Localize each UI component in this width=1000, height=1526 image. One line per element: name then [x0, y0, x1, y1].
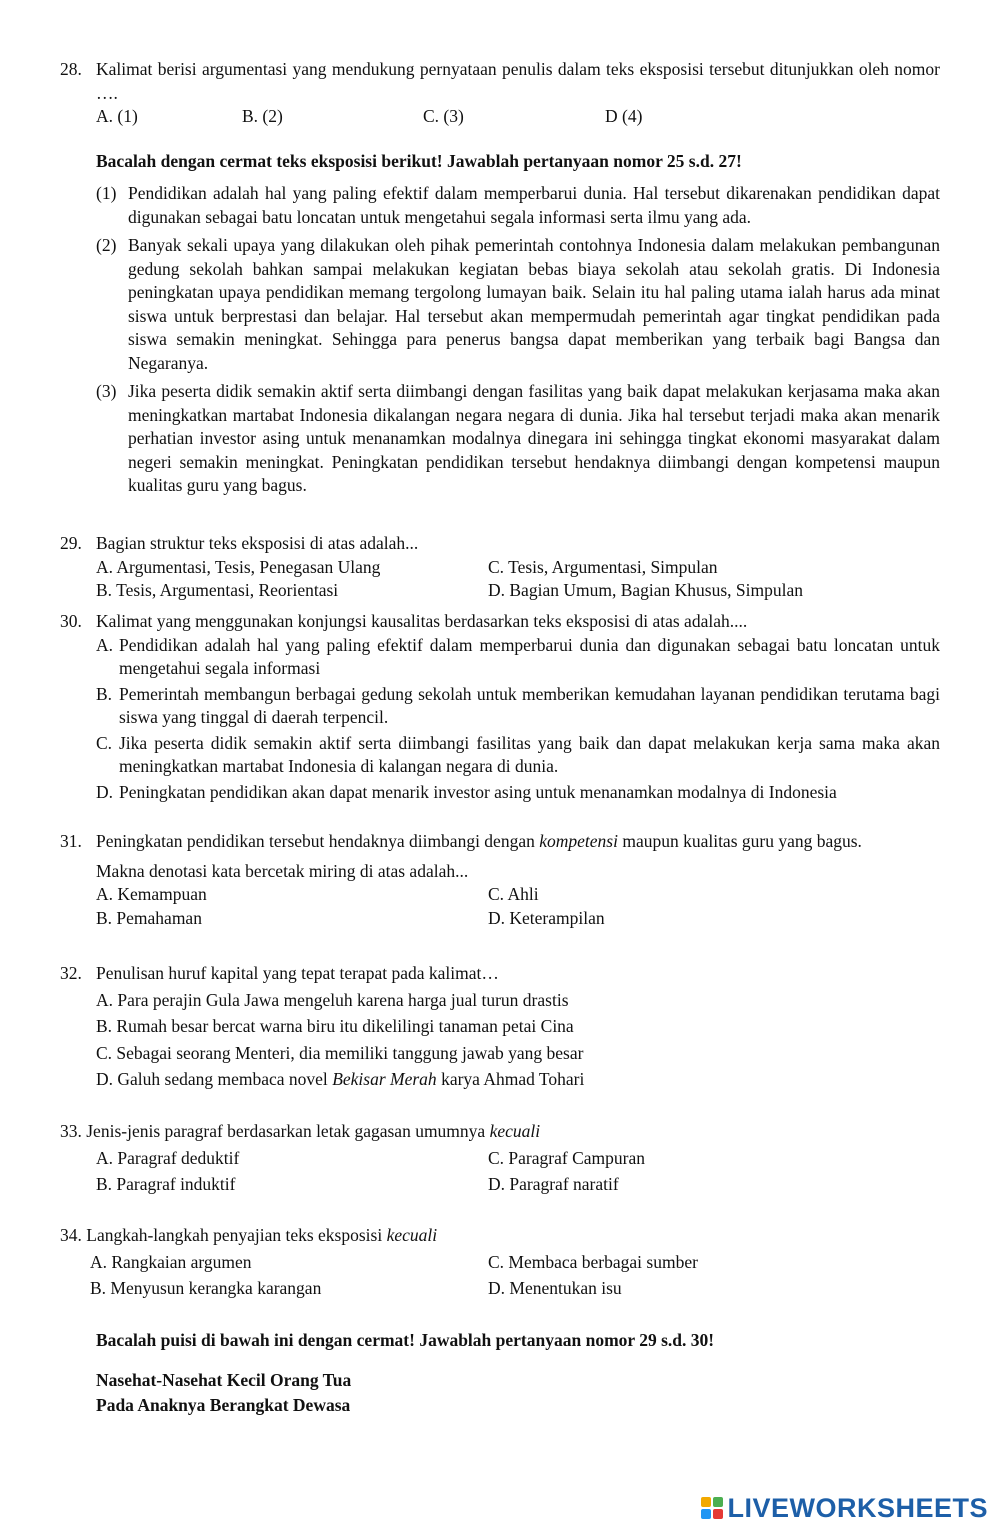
- poem-title-line-1: Nasehat-Nasehat Kecil Orang Tua: [96, 1370, 352, 1390]
- liveworksheets-logo: [701, 1492, 988, 1523]
- option-b[interactable]: B. Menyusun kerangka karangan: [90, 1278, 322, 1298]
- passage-paragraph-3: [60, 380, 940, 498]
- question-text: Penulisan huruf kapital yang tepat terapat pada kalimat…: [96, 963, 499, 983]
- option-d[interactable]: D. Bagian Umum, Bagian Khusus, Simpulan: [488, 580, 803, 600]
- option-b[interactable]: [60, 683, 940, 730]
- passage-paragraph-1: [60, 182, 940, 229]
- question-31: [60, 830, 940, 930]
- question-text: Kalimat berisi argumentasi yang mendukung pernyataan penulis dalam teks eksposisi tersebut ditunjukkan oleh nomor ….: [96, 59, 940, 103]
- question-34: [60, 1224, 940, 1301]
- options-row: [60, 105, 940, 129]
- option-label: B.: [96, 683, 113, 704]
- option-b[interactable]: B. Rumah besar bercat warna biru itu dikelilingi tanaman petai Cina: [96, 1016, 574, 1036]
- option-b[interactable]: B. Tesis, Argumentasi, Reorientasi: [96, 580, 339, 600]
- question-prompt: Makna denotasi kata bercetak miring di atas adalah...: [96, 860, 469, 881]
- option-text: Pemerintah membangun berbagai gedung sekolah untuk memberikan kemudahan layanan pendidikan terutama bagi siswa yang tinggal di daerah terpencil.: [119, 683, 940, 727]
- question-30: [60, 610, 940, 806]
- instruction-exposition: Bacalah dengan cermat teks eksposisi berikut! Jawablah pertanyaan nomor 25 s.d. 27!: [96, 151, 742, 171]
- question-number: 30.: [60, 611, 82, 631]
- option-a[interactable]: A. Argumentasi, Tesis, Penegasan Ulang: [96, 556, 381, 577]
- option-c[interactable]: [60, 732, 940, 779]
- paragraph-text: Pendidikan adalah hal yang paling efektif dalam memperbarui dunia. Hal tersebut dikarenakan pendidikan dapat digunakan sebagai batu loncatan untuk mengetahui segala informasi serta ilmu yang ada.: [128, 183, 940, 227]
- question-33: [60, 1120, 940, 1197]
- italic-word: kecuali: [386, 1225, 438, 1245]
- option-b[interactable]: B. Pemahaman: [96, 907, 202, 928]
- option-label: D.: [96, 781, 114, 802]
- italic-word: kompetensi: [539, 831, 618, 851]
- option-d[interactable]: D. Galuh sedang membaca novel Bekisar Merah karya Ahmad Tohari: [96, 1069, 585, 1089]
- option-text: Pendidikan adalah hal yang paling efektif dalam memperbarui dunia dan digunakan sebagai batu loncatan untuk mengetahui segala informasi: [119, 634, 940, 678]
- option-c[interactable]: C. Tesis, Argumentasi, Simpulan: [488, 556, 718, 577]
- option-label: A.: [96, 634, 114, 655]
- option-d[interactable]: D. Paragraf naratif: [488, 1174, 619, 1194]
- option-a[interactable]: A. Rangkaian argumen: [90, 1251, 252, 1272]
- paragraph-text: Jika peserta didik semakin aktif serta diimbangi dengan fasilitas yang baik dapat melakukan kerjasama maka akan meningkatkan martabat Indonesia dikalangan negara negara di dunia. Jika hal tersebut terjadi maka akan menarik perhatian investor asing untuk menanamkan modalnya dinegara ini sehingga tingkat ekonomi masyarakat dalam negeri semakin meningkat. Peningkatan pendidikan tersebut hendaknya diimbangi dengan kompetensi maupun kualitas guru yang bagus.: [128, 381, 940, 495]
- paragraph-number: (1): [96, 183, 117, 203]
- instruction-poem: Bacalah puisi di bawah ini dengan cermat! Jawablah pertanyaan nomor 29 s.d. 30!: [96, 1330, 715, 1350]
- poem-title-line-2: Pada Anaknya Berangkat Dewasa: [96, 1395, 351, 1415]
- question-text: 33. Jenis-jenis paragraf berdasarkan letak gagasan umumnya kecuali: [60, 1121, 541, 1141]
- option-c[interactable]: C. Paragraf Campuran: [488, 1147, 645, 1168]
- passage-paragraph-2: [60, 234, 940, 375]
- option-b[interactable]: B. (2): [242, 106, 283, 126]
- option-b[interactable]: B. Paragraf induktif: [96, 1174, 236, 1194]
- paragraph-number: (3): [96, 381, 117, 401]
- paragraph-text: Banyak sekali upaya yang dilakukan oleh pihak pemerintah contohnya Indonesia dalam melakukan pembangunan gedung sekolah bahkan sampai melakukan kegiatan bebas biaya sekolah atau sekolah gratis. Di Indonesia peningkatan upaya pendidikan memang tergolong lumayan baik. Selain itu hal paling utama ialah harus ada minat siswa untuk berprestasi dan belajar. Hal tersebut akan mempermudah pemerintah agar tingkat pendidikan pada siswa semakin meningkat. Sehingga para penerus bangsa dapat memberikan yang terbaik bagi Bangsa dan Negaranya.: [128, 235, 940, 373]
- paragraph-number: (2): [96, 235, 117, 255]
- option-d[interactable]: D (4): [605, 106, 643, 126]
- option-c[interactable]: C. (3): [423, 106, 464, 126]
- question-29: [60, 532, 940, 603]
- option-a[interactable]: A. Kemampuan: [96, 884, 207, 904]
- option-d[interactable]: [60, 781, 940, 805]
- question-text: Kalimat yang menggunakan konjungsi kausalitas berdasarkan teks eksposisi di atas adalah....: [96, 611, 748, 631]
- question-number: 32.: [60, 963, 82, 983]
- italic-title: Bekisar Merah: [332, 1069, 437, 1089]
- logo-text: LIVEWORKSHEETS: [727, 1492, 988, 1523]
- option-text: Jika peserta didik semakin aktif serta diimbangi fasilitas yang baik dan dapat melakukan kerja sama maka akan meningkatkan martabat Indonesia di kalangan negara di dunia.: [119, 732, 940, 776]
- question-32: [60, 962, 940, 1095]
- option-d[interactable]: D. Keterampilan: [488, 907, 605, 928]
- question-number: 29.: [60, 533, 82, 553]
- option-a[interactable]: [60, 634, 940, 681]
- option-c[interactable]: C. Membaca berbagai sumber: [488, 1251, 698, 1272]
- option-a[interactable]: A. (1): [96, 106, 138, 126]
- question-number: 31.: [60, 831, 82, 851]
- option-d[interactable]: D. Menentukan isu: [488, 1278, 622, 1298]
- question-text: Bagian struktur teks eksposisi di atas adalah...: [96, 533, 419, 553]
- option-a[interactable]: A. Para perajin Gula Jawa mengeluh karena harga jual turun drastis: [96, 989, 569, 1010]
- italic-word: kecuali: [489, 1121, 541, 1141]
- exposition-passage: [60, 182, 940, 503]
- option-text: Peningkatan pendidikan akan dapat menarik investor asing untuk menanamkan modalnya di Indonesia: [119, 781, 837, 802]
- option-c[interactable]: C. Sebagai seorang Menteri, dia memiliki tanggung jawab yang besar: [96, 1042, 584, 1063]
- logo-mark-icon: [701, 1497, 723, 1519]
- question-text: 34. Langkah-langkah penyajian teks eksposisi kecuali: [60, 1225, 438, 1245]
- option-a[interactable]: A. Paragraf deduktif: [96, 1147, 240, 1168]
- question-28: [60, 58, 940, 129]
- option-label: C.: [96, 732, 113, 753]
- option-c[interactable]: C. Ahli: [488, 884, 539, 904]
- question-number: 28.: [60, 59, 82, 79]
- question-text: Peningkatan pendidikan tersebut hendaknya diimbangi dengan kompetensi maupun kualitas guru yang bagus.: [96, 831, 862, 851]
